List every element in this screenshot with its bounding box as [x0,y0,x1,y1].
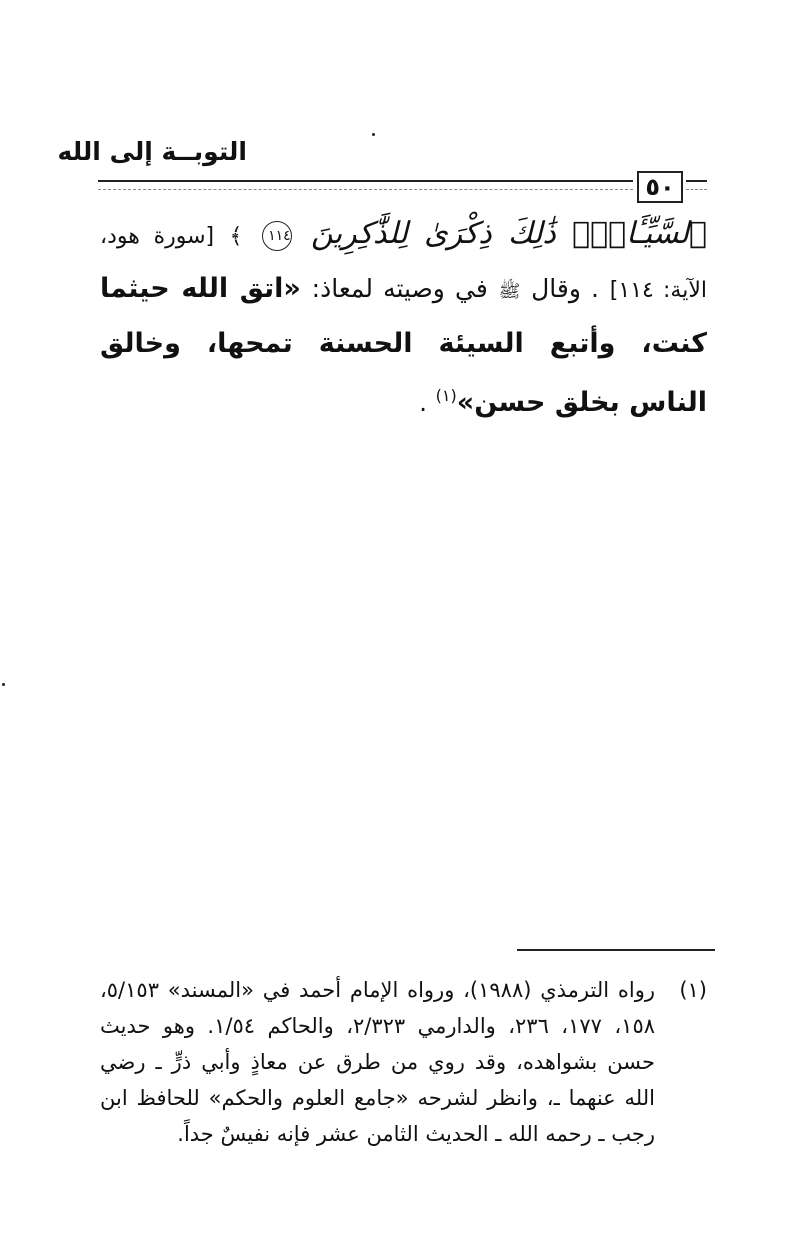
footnote [100,972,707,1152]
footnote-number: (١) [679,978,707,1002]
print-speck [2,683,5,686]
header-rule-end [686,180,707,190]
footnote-text: رواه الترمذي (١٩٨٨)، ورواه الإمام أحمد في «المسند» ٥/١٥٣، ١٥٨، ١٧٧، ٢٣٦، والدارمي ٢/٣٢٣، والحاكم ١/٥٤. وهو حديث حسن بشواهده، وقد روي من طرق عن معاذٍ وأبي ذرٍّ ـ رضي الله عنهما ـ، وانظر لشرحه «جامع العلوم والحكم» للحافظ ابن رجب ـ رحمه الله ـ الحديث الثامن عشر فإنه نفيسٌ جداً. [100,978,656,1146]
print-speck [372,133,375,136]
honorific-glyph: ﷺ [498,281,521,302]
quran-close-bracket: ﴾ [229,224,243,249]
header-rule [98,180,633,190]
hadith-intro: في وصيته لمعاذ: [311,274,488,303]
connector-text: . وقال [531,274,600,303]
quran-verse-fragment: ٱلسَّيِّـَٔاتِۚ ذَٰلِكَ ذِكْرَىٰ لِلذَّٰكِرِينَ [311,216,708,251]
sentence-end-mark: . [419,388,428,417]
hadith-text: «اتق الله حيثما كنت، وأتبع السيئة الحسنة تمحها، وخالق الناس بخلق حسن» [100,273,707,418]
footnote-reference: (١) [435,386,457,405]
main-text-block [100,208,707,429]
running-header-title: التوبــة إلى الله [57,137,247,166]
surah-citation: [سورة هود، الآية: ١١٤] [100,224,708,303]
footnote-separator [517,949,715,951]
page-number: ٥٠ [637,171,683,203]
ayah-number-marker: ١١٤ [262,221,292,251]
